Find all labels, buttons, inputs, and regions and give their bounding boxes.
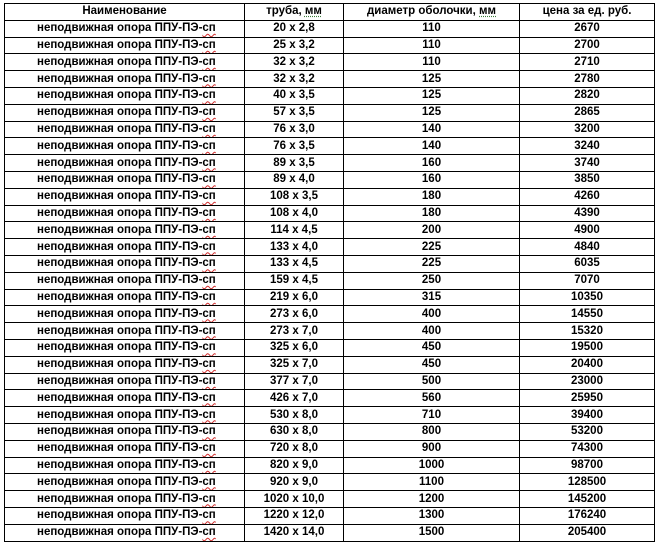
cell-price: 23000 [520, 373, 655, 390]
cell-name-base: неподвижная опора ППУ-ПЭ- [37, 89, 203, 102]
table-row [5, 323, 655, 340]
cell-name [5, 188, 245, 205]
table-row [5, 171, 655, 188]
cell-pipe: 325 х 7,0 [245, 356, 344, 373]
cell-name-suffix: сп [202, 190, 216, 203]
cell-price: 2865 [520, 104, 655, 121]
table-row [5, 138, 655, 155]
cell-price: 2670 [520, 20, 655, 37]
cell-name [5, 222, 245, 239]
header-pipe-unit: мм [304, 5, 322, 18]
cell-name-base: неподвижная опора ППУ-ПЭ- [37, 156, 203, 169]
table-row [5, 306, 655, 323]
cell-name-base: неподвижная опора ППУ-ПЭ- [37, 206, 203, 219]
cell-pipe: 114 х 4,5 [245, 222, 344, 239]
cell-sheath: 400 [344, 306, 520, 323]
cell-sheath: 125 [344, 104, 520, 121]
cell-sheath: 900 [344, 440, 520, 457]
table-row [5, 239, 655, 256]
cell-pipe: 325 х 6,0 [245, 339, 344, 356]
table-row [5, 222, 655, 239]
cell-pipe: 1420 х 14,0 [245, 524, 344, 541]
cell-price: 6035 [520, 255, 655, 272]
cell-pipe: 89 х 4,0 [245, 171, 344, 188]
cell-sheath: 450 [344, 356, 520, 373]
cell-name-base: неподвижная опора ППУ-ПЭ- [37, 257, 203, 270]
cell-name [5, 37, 245, 54]
table-row [5, 491, 655, 508]
cell-name [5, 104, 245, 121]
cell-name [5, 71, 245, 88]
cell-sheath: 110 [344, 20, 520, 37]
cell-price: 205400 [520, 524, 655, 541]
header-price: цена за ед. руб. [520, 4, 655, 21]
table-row [5, 474, 655, 491]
table-row [5, 54, 655, 71]
cell-sheath: 140 [344, 138, 520, 155]
cell-name-suffix: сп [202, 223, 216, 236]
cell-name [5, 54, 245, 71]
cell-price: 4900 [520, 222, 655, 239]
cell-name [5, 390, 245, 407]
cell-name-base: неподвижная опора ППУ-ПЭ- [37, 22, 203, 35]
cell-name [5, 407, 245, 424]
cell-pipe: 219 х 6,0 [245, 289, 344, 306]
cell-name-base: неподвижная опора ППУ-ПЭ- [37, 526, 203, 539]
cell-pipe: 133 х 4,5 [245, 255, 344, 272]
cell-price: 3740 [520, 155, 655, 172]
table-row [5, 339, 655, 356]
cell-price: 98700 [520, 457, 655, 474]
cell-name-suffix: сп [202, 206, 216, 219]
table-row [5, 188, 655, 205]
cell-price: 25950 [520, 390, 655, 407]
table-row [5, 457, 655, 474]
cell-name-base: неподвижная опора ППУ-ПЭ- [37, 324, 203, 337]
cell-name-suffix: сп [202, 358, 216, 371]
table-row [5, 71, 655, 88]
cell-name [5, 272, 245, 289]
cell-name-suffix: сп [202, 324, 216, 337]
cell-sheath: 500 [344, 373, 520, 390]
cell-name-base: неподвижная опора ППУ-ПЭ- [37, 408, 203, 421]
cell-sheath: 110 [344, 54, 520, 71]
cell-name-base: неподвижная опора ППУ-ПЭ- [37, 38, 203, 51]
cell-pipe: 273 х 6,0 [245, 306, 344, 323]
cell-sheath: 400 [344, 323, 520, 340]
price-table-container [4, 3, 655, 542]
cell-sheath: 180 [344, 188, 520, 205]
cell-sheath: 710 [344, 407, 520, 424]
header-sheath-prefix: диаметр оболочки, [366, 5, 479, 18]
cell-name-base: неподвижная опора ППУ-ПЭ- [37, 122, 203, 135]
cell-sheath: 1100 [344, 474, 520, 491]
table-row [5, 390, 655, 407]
cell-name-suffix: сп [202, 72, 216, 85]
cell-sheath: 1300 [344, 507, 520, 524]
cell-name [5, 524, 245, 541]
table-row [5, 20, 655, 37]
cell-pipe: 273 х 7,0 [245, 323, 344, 340]
cell-name [5, 138, 245, 155]
cell-name-suffix: сп [202, 341, 216, 354]
cell-price: 14550 [520, 306, 655, 323]
cell-name-suffix: сп [202, 274, 216, 287]
cell-name-suffix: сп [202, 106, 216, 119]
cell-sheath: 200 [344, 222, 520, 239]
cell-pipe: 76 х 3,0 [245, 121, 344, 138]
cell-price: 128500 [520, 474, 655, 491]
cell-pipe: 108 х 3,5 [245, 188, 344, 205]
cell-name-base: неподвижная опора ППУ-ПЭ- [37, 341, 203, 354]
cell-pipe: 377 х 7,0 [245, 373, 344, 390]
cell-pipe: 820 х 9,0 [245, 457, 344, 474]
table-row [5, 155, 655, 172]
cell-pipe: 530 х 8,0 [245, 407, 344, 424]
cell-name [5, 339, 245, 356]
cell-name [5, 373, 245, 390]
header-pipe [245, 4, 344, 21]
cell-name-suffix: сп [202, 374, 216, 387]
cell-name-suffix: сп [202, 156, 216, 169]
cell-name-base: неподвижная опора ППУ-ПЭ- [37, 190, 203, 203]
cell-sheath: 160 [344, 171, 520, 188]
cell-name-base: неподвижная опора ППУ-ПЭ- [37, 358, 203, 371]
cell-pipe: 630 х 8,0 [245, 423, 344, 440]
cell-name [5, 87, 245, 104]
cell-pipe: 1020 х 10,0 [245, 491, 344, 508]
cell-price: 15320 [520, 323, 655, 340]
cell-pipe: 32 х 3,2 [245, 71, 344, 88]
table-row [5, 356, 655, 373]
cell-name-suffix: сп [202, 509, 216, 522]
table-header-row [5, 4, 655, 21]
table-row [5, 289, 655, 306]
cell-name-suffix: сп [202, 257, 216, 270]
cell-name [5, 205, 245, 222]
cell-sheath: 560 [344, 390, 520, 407]
cell-price: 176240 [520, 507, 655, 524]
table-row [5, 104, 655, 121]
table-row [5, 255, 655, 272]
cell-name-suffix: сп [202, 22, 216, 35]
cell-price: 4840 [520, 239, 655, 256]
cell-name-base: неподвижная опора ППУ-ПЭ- [37, 492, 203, 505]
table-row [5, 407, 655, 424]
cell-name-base: неподвижная опора ППУ-ПЭ- [37, 458, 203, 471]
cell-name [5, 155, 245, 172]
cell-price: 3240 [520, 138, 655, 155]
cell-pipe: 25 х 3,2 [245, 37, 344, 54]
cell-pipe: 76 х 3,5 [245, 138, 344, 155]
cell-name [5, 121, 245, 138]
cell-name-base: неподвижная опора ППУ-ПЭ- [37, 442, 203, 455]
cell-pipe: 133 х 4,0 [245, 239, 344, 256]
cell-name [5, 356, 245, 373]
cell-price: 145200 [520, 491, 655, 508]
cell-name-suffix: сп [202, 526, 216, 539]
cell-price: 19500 [520, 339, 655, 356]
cell-name [5, 20, 245, 37]
cell-price: 7070 [520, 272, 655, 289]
cell-name-suffix: сп [202, 122, 216, 135]
cell-sheath: 800 [344, 423, 520, 440]
cell-pipe: 1220 х 12,0 [245, 507, 344, 524]
table-row [5, 205, 655, 222]
cell-name-base: неподвижная опора ППУ-ПЭ- [37, 391, 203, 404]
cell-name-base: неподвижная опора ППУ-ПЭ- [37, 55, 203, 68]
cell-price: 2780 [520, 71, 655, 88]
cell-name-suffix: сп [202, 240, 216, 253]
cell-name-suffix: сп [202, 425, 216, 438]
cell-name-suffix: сп [202, 55, 216, 68]
cell-name [5, 491, 245, 508]
cell-price: 3850 [520, 171, 655, 188]
table-row [5, 524, 655, 541]
cell-sheath: 225 [344, 255, 520, 272]
cell-price: 20400 [520, 356, 655, 373]
cell-name [5, 323, 245, 340]
cell-name [5, 239, 245, 256]
table-row [5, 423, 655, 440]
cell-name-suffix: сп [202, 307, 216, 320]
cell-name-base: неподвижная опора ППУ-ПЭ- [37, 290, 203, 303]
cell-name-base: неподвижная опора ППУ-ПЭ- [37, 374, 203, 387]
cell-name-suffix: сп [202, 173, 216, 186]
cell-sheath: 1200 [344, 491, 520, 508]
cell-name-suffix: сп [202, 492, 216, 505]
cell-name [5, 306, 245, 323]
cell-sheath: 110 [344, 37, 520, 54]
cell-name [5, 440, 245, 457]
cell-sheath: 180 [344, 205, 520, 222]
cell-pipe: 89 х 3,5 [245, 155, 344, 172]
table-body [5, 20, 655, 541]
cell-price: 2700 [520, 37, 655, 54]
cell-price: 10350 [520, 289, 655, 306]
cell-sheath: 315 [344, 289, 520, 306]
cell-pipe: 40 х 3,5 [245, 87, 344, 104]
cell-sheath: 450 [344, 339, 520, 356]
cell-name-base: неподвижная опора ППУ-ПЭ- [37, 223, 203, 236]
cell-name [5, 171, 245, 188]
cell-pipe: 159 х 4,5 [245, 272, 344, 289]
cell-name-base: неподвижная опора ППУ-ПЭ- [37, 475, 203, 488]
cell-name-suffix: сп [202, 458, 216, 471]
cell-price: 53200 [520, 423, 655, 440]
header-name: Наименование [5, 4, 245, 21]
table-row [5, 373, 655, 390]
table-row [5, 272, 655, 289]
cell-name-suffix: сп [202, 408, 216, 421]
cell-name-suffix: сп [202, 139, 216, 152]
cell-name-suffix: сп [202, 475, 216, 488]
cell-price: 74300 [520, 440, 655, 457]
cell-price: 4260 [520, 188, 655, 205]
cell-price: 39400 [520, 407, 655, 424]
cell-name-base: неподвижная опора ППУ-ПЭ- [37, 307, 203, 320]
table-row [5, 507, 655, 524]
cell-name [5, 423, 245, 440]
cell-sheath: 1500 [344, 524, 520, 541]
cell-name [5, 289, 245, 306]
table-row [5, 87, 655, 104]
cell-name-base: неподвижная опора ППУ-ПЭ- [37, 240, 203, 253]
cell-sheath: 125 [344, 71, 520, 88]
cell-pipe: 108 х 4,0 [245, 205, 344, 222]
cell-sheath: 160 [344, 155, 520, 172]
cell-price: 2820 [520, 87, 655, 104]
cell-sheath: 140 [344, 121, 520, 138]
cell-pipe: 920 х 9,0 [245, 474, 344, 491]
cell-name-base: неподвижная опора ППУ-ПЭ- [37, 274, 203, 287]
cell-pipe: 57 х 3,5 [245, 104, 344, 121]
cell-price: 2710 [520, 54, 655, 71]
cell-price: 4390 [520, 205, 655, 222]
header-sheath-unit: мм [479, 5, 497, 18]
cell-name-base: неподвижная опора ППУ-ПЭ- [37, 139, 203, 152]
cell-sheath: 250 [344, 272, 520, 289]
cell-sheath: 1000 [344, 457, 520, 474]
cell-name-base: неподвижная опора ППУ-ПЭ- [37, 72, 203, 85]
cell-pipe: 20 х 2,8 [245, 20, 344, 37]
cell-name [5, 474, 245, 491]
cell-pipe: 720 х 8,0 [245, 440, 344, 457]
cell-price: 3200 [520, 121, 655, 138]
cell-sheath: 225 [344, 239, 520, 256]
header-sheath [344, 4, 520, 21]
cell-name-suffix: сп [202, 290, 216, 303]
table-row [5, 121, 655, 138]
cell-name-base: неподвижная опора ППУ-ПЭ- [37, 173, 203, 186]
cell-name-suffix: сп [202, 391, 216, 404]
cell-name-suffix: сп [202, 89, 216, 102]
cell-name-base: неподвижная опора ППУ-ПЭ- [37, 509, 203, 522]
cell-name-suffix: сп [202, 38, 216, 51]
table-row [5, 440, 655, 457]
cell-sheath: 125 [344, 87, 520, 104]
cell-name [5, 457, 245, 474]
table-row [5, 37, 655, 54]
cell-name [5, 255, 245, 272]
price-table [4, 3, 655, 542]
cell-pipe: 426 х 7,0 [245, 390, 344, 407]
cell-name [5, 507, 245, 524]
header-pipe-prefix: труба, [266, 5, 305, 18]
cell-name-suffix: сп [202, 442, 216, 455]
cell-name-base: неподвижная опора ППУ-ПЭ- [37, 106, 203, 119]
cell-name-base: неподвижная опора ППУ-ПЭ- [37, 425, 203, 438]
cell-pipe: 32 х 3,2 [245, 54, 344, 71]
